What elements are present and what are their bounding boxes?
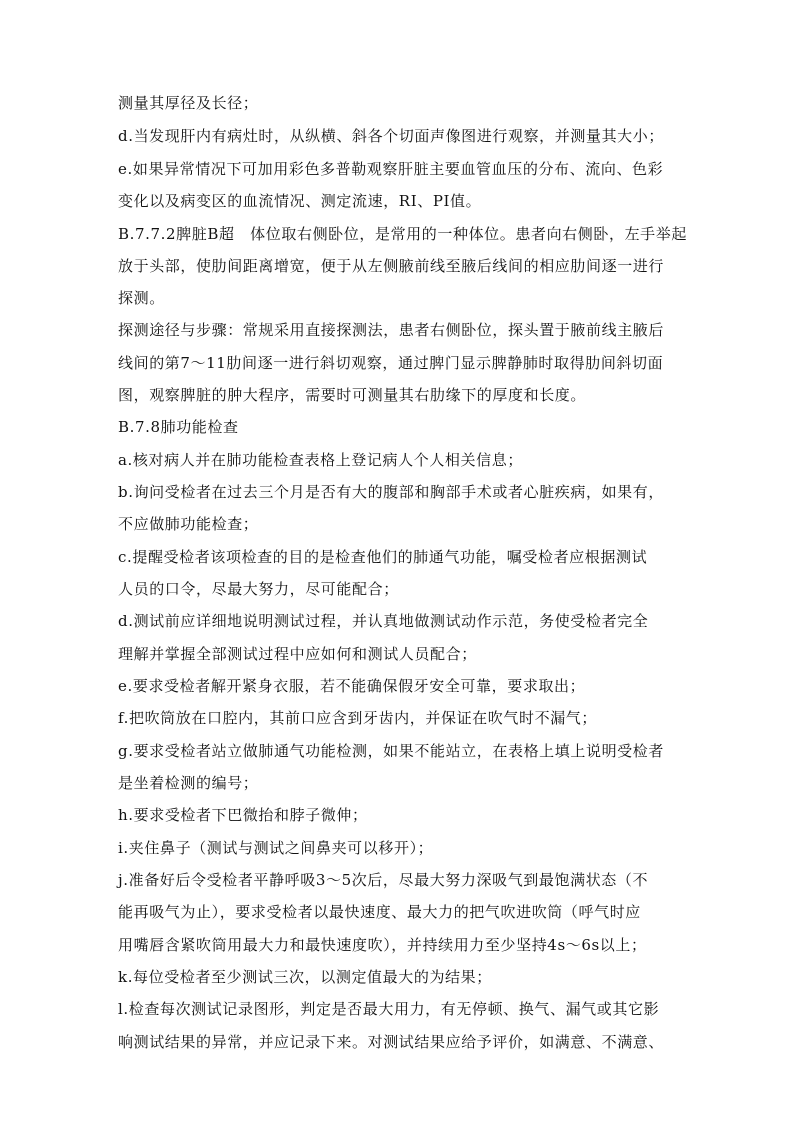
- text-line: l.检查每次测试记录图形，判定是否最大用力，有无停顿、换气、漏气或其它影: [118, 1000, 660, 1018]
- text-line: 能再吸气为止），要求受检者以最快速度、最大力的把气吹进吹筒（呼气时应: [118, 903, 641, 921]
- text-line: 线间的第7～11肋间逐一进行斜切观察，通过脾门显示脾静肺时取得肋间斜切面: [118, 354, 664, 372]
- text-line: B.7.7.2脾脏B超 体位取右侧卧位，是常用的一种体位。患者向右侧卧，左手举起: [118, 225, 687, 243]
- text-line: 理解并掌握全部测试过程中应如何和测试人员配合；: [118, 645, 477, 663]
- text-line: e.要求受检者解开紧身衣服，若不能确保假牙安全可靠，要求取出；: [118, 677, 586, 695]
- text-line: 探测。: [118, 289, 165, 307]
- text-line: 变化以及病变区的血流情况、测定流速，RI、PI值。: [118, 192, 482, 210]
- text-line: e.如果异常情况下可加用彩色多普勒观察肝脏主要血管血压的分布、流向、色彩: [118, 160, 664, 178]
- text-line: 响测试结果的异常，并应记录下来。对测试结果应给予评价，如满意、不满意、: [118, 1033, 665, 1051]
- text-line: 测量其厚径及长径；: [118, 94, 259, 112]
- text-line: d.测试前应详细地说明测试过程，并认真地做测试动作示范，务使受检者完全: [118, 612, 649, 630]
- text-line: 放于头部，使肋间距离增宽，便于从左侧腋前线至腋后线间的相应肋间逐一进行: [118, 257, 665, 275]
- text-line: d.当发现肝内有病灶时，从纵横、斜各个切面声像图进行观察，并测量其大小；: [118, 127, 664, 145]
- text-line: i.夹住鼻子（测试与测试之间鼻夹可以移开）；: [118, 839, 434, 857]
- text-line: 不应做肺功能检查；: [118, 515, 259, 533]
- text-line: a.核对病人并在肺功能检查表格上登记病人个人相关信息；: [118, 451, 523, 469]
- text-line: 探测途径与步骤：常规采用直接探测法，患者右侧卧位，探头置于腋前线主腋后: [118, 321, 665, 339]
- text-line: 人员的口令，尽最大努力，尽可能配合；: [118, 580, 399, 598]
- text-line: 是坐着检测的编号；: [118, 774, 259, 792]
- text-line: 图，观察脾脏的肿大程序，需要时可测量其右肋缘下的厚度和长度。: [118, 386, 587, 404]
- text-line: g.要求受检者站立做肺通气功能检测，如果不能站立，在表格上填上说明受检者: [118, 742, 664, 760]
- text-line: j.准备好后令受检者平静呼吸3～5次后，尽最大努力深吸气到最饱满状态（不: [118, 871, 649, 889]
- text-line: f.把吹筒放在口腔内，其前口应含到牙齿内，并保证在吹气时不漏气；: [118, 709, 597, 727]
- section-heading: B.7.8肺功能检查: [118, 418, 239, 436]
- text-line: c.提醒受检者该项检查的目的是检查他们的肺通气功能，嘱受检者应根据测试: [118, 548, 648, 566]
- text-line: 用嘴唇含紧吹筒用最大力和最快速度吹），并持续用力至少坚持4s～6s以上；: [118, 936, 647, 954]
- text-line: b.询问受检者在过去三个月是否有大的腹部和胸部手术或者心脏疾病，如果有，: [118, 483, 664, 501]
- text-line: k.每位受检者至少测试三次，以测定值最大的为结果；: [118, 968, 492, 986]
- text-line: h.要求受检者下巴微抬和脖子微伸；: [118, 806, 368, 824]
